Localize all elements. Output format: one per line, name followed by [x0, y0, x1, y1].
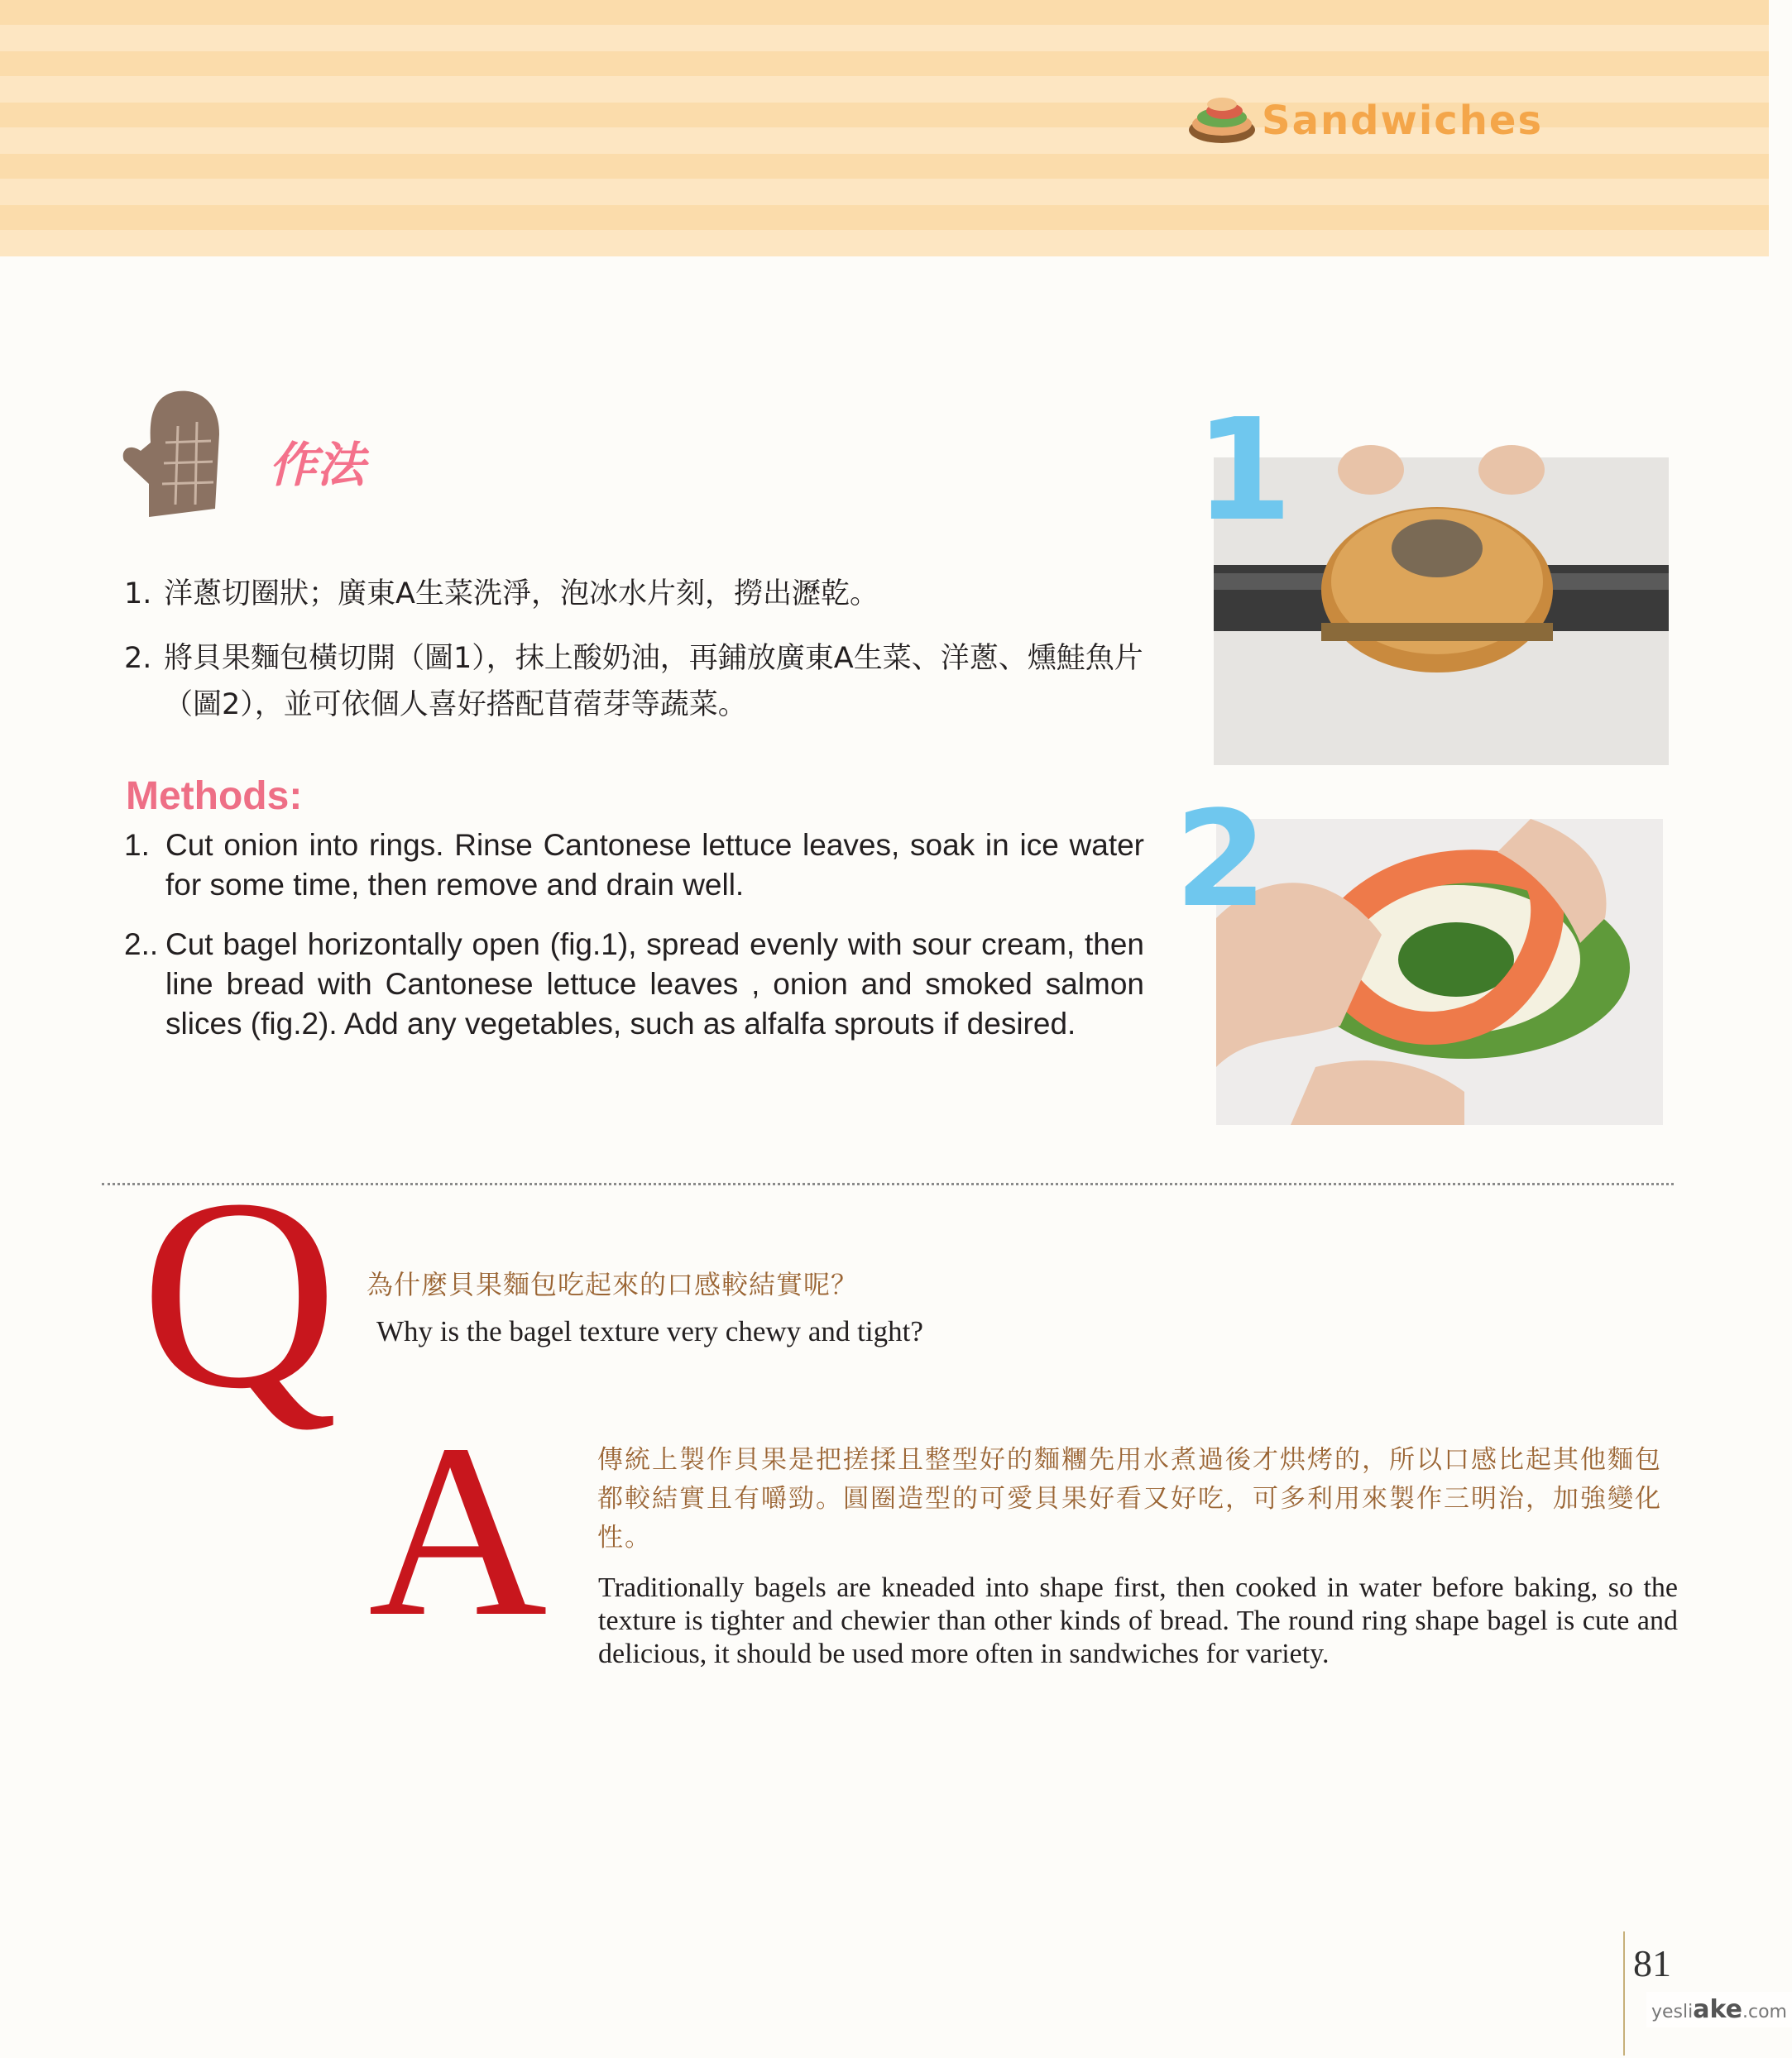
en-step [124, 925, 1144, 1044]
question-zh: 為什麼貝果麵包吃起來的口感較結實呢？ [367, 1269, 859, 1300]
step-text: 將貝果麵包橫切開（圖1），抹上酸奶油，再鋪放廣東A生菜、洋蔥、燻鮭魚片（圖2），並可依個人喜好搭配苜蓿芽等蔬菜。 [164, 642, 1143, 721]
sandwich-icon [1185, 93, 1259, 151]
figure-1-number: 1 [1195, 389, 1293, 553]
zh-step [124, 635, 1158, 728]
step-number: 2.. [124, 927, 159, 961]
watermark-prefix: yesli [1651, 2002, 1694, 2022]
answer-en: Traditionally bagels are kneaded into shape first, then cooked in water before baking, so the texture is tighter and chewier than other kinds of bread. The round ring shape bagel is cute and delicious, it should be used more often in sandwiches for variety. [598, 1572, 1678, 1669]
methods-heading: Methods: [126, 774, 303, 818]
step-text: Cut onion into rings. Rinse Cantonese lettuce leaves, soak in ice water for some time, then remove and drain well. [165, 828, 1144, 902]
oven-mitt-icon [116, 385, 232, 525]
step-text: 洋蔥切圈狀；廣東A生菜洗淨，泡冰水片刻，撈出瀝乾。 [164, 577, 879, 610]
answer-zh: 傳統上製作貝果是把搓揉且整型好的麵糰先用水煮過後才烘烤的，所以口感比起其他麵包都較結實且有嚼勁。圓圈造型的可愛貝果好看又好吃，可多利用來製作三明治，加強變化性。 [597, 1445, 1662, 1553]
step-number: 1. [124, 577, 152, 610]
figure-2-photo [1216, 819, 1663, 1125]
page-number-rule [1623, 1931, 1625, 2056]
method-title-zh: 作法 [269, 437, 366, 493]
section-title: Sandwiches [1262, 98, 1544, 144]
figure-2-number: 2 [1175, 782, 1267, 936]
question-en: Why is the bagel texture very chewy and tight? [376, 1315, 923, 1347]
question-letter: Q [141, 1143, 338, 1445]
watermark-suffix: .com [1742, 2002, 1787, 2022]
page-number: 81 [1633, 1942, 1671, 1984]
answer-letter: A [368, 1393, 548, 1668]
en-step [124, 826, 1144, 905]
step-number: 1. [124, 828, 150, 862]
en-steps-list [124, 826, 1144, 1064]
step-number: 2. [124, 642, 152, 675]
zh-steps-list [124, 571, 1158, 746]
zh-step [124, 571, 1158, 617]
watermark [1646, 1992, 1792, 2027]
watermark-brand: ake [1693, 1995, 1742, 2024]
step-text: Cut bagel horizontally open (fig.1), spread evenly with sour cream, then line bread with Cantonese lettuce leaves , onion and smoked salmon slices (fig.2). Add any vegetables, such as alfalfa sprouts if desired. [165, 927, 1144, 1041]
